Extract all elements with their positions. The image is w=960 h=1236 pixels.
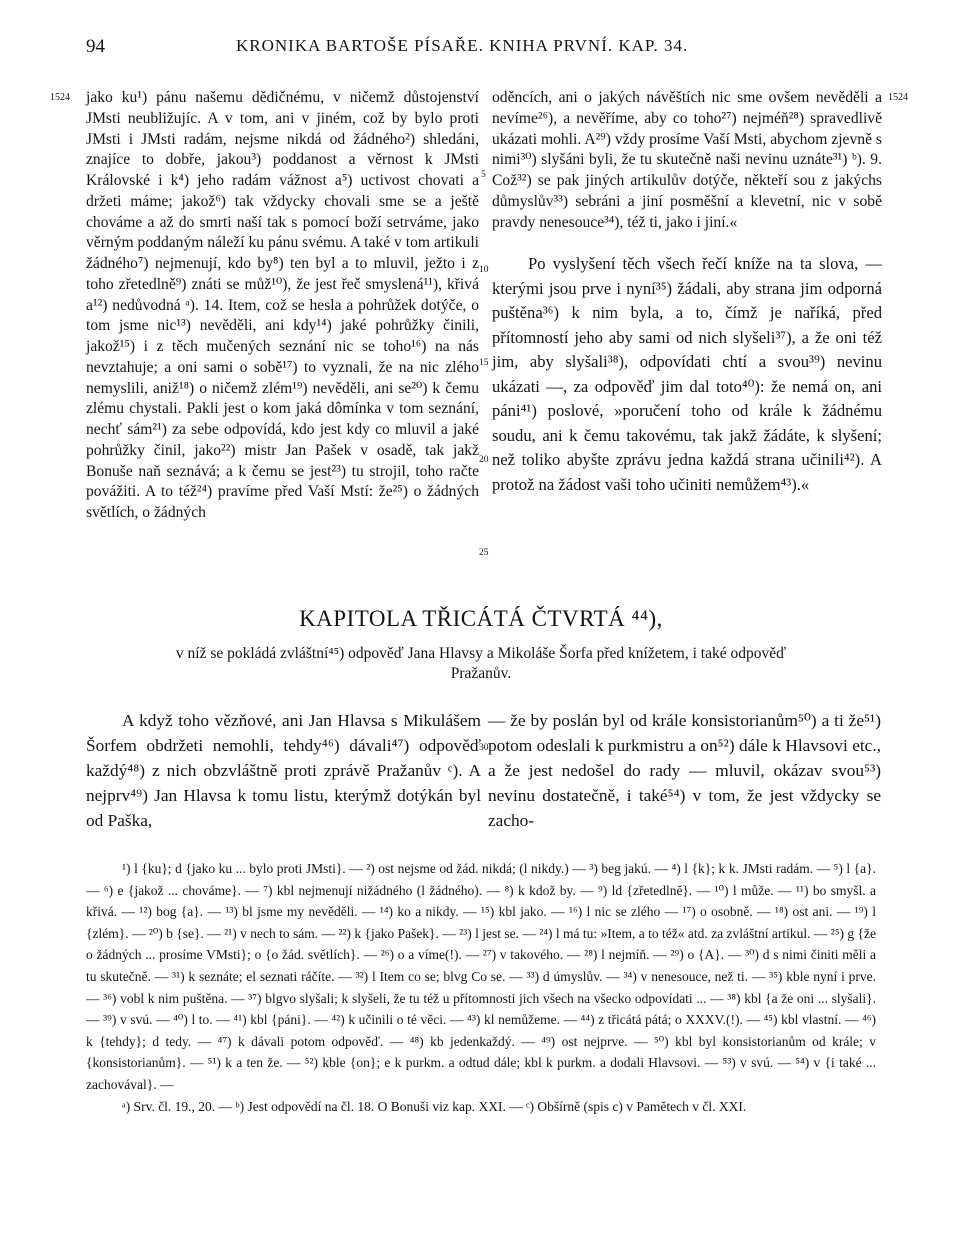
top-right-paragraph-1: oděncích, ani o jakých návěštích nic sme ovšem nevěděli a nevíme²⁶), a nevěříme, aby co toho²⁷) nejméň²⁸) spravedlivě ukázati mohli. A²⁹) vždy prosíme Vaší Msti, abychom zjevně s nimi³⁰) slyšáni byli, že tu skutečně naši nevinu uznáte³¹) ᵇ). 9. Což³²) se pak jiných artikulův dotýče, někteří sou z jakýchs důmyslův³³) sebráni a jiní posměšní a klevetní, nic v sobě pravdy nenesouce³⁴), též ti, jako i jiní.« bbox=[492, 89, 882, 231]
bottom-right-column bbox=[488, 708, 881, 833]
line-number-20: 20 bbox=[479, 455, 489, 465]
top-left-column bbox=[86, 88, 479, 524]
line-number-30: 30 bbox=[479, 743, 489, 753]
line-number-15: 15 bbox=[479, 358, 489, 368]
page-number: 94 bbox=[86, 36, 105, 57]
footnotes-references: ᵃ) Srv. čl. 19., 20. — ᵇ) Jest odpovědí na čl. 18. O Bonuši viz kap. XXI. — ᶜ) Obšírně (spis c) v Pamětech v čl. XXI. bbox=[122, 1098, 747, 1114]
top-right-column bbox=[492, 88, 882, 497]
bottom-left-paragraph: A když toho vězňové, ani Jan Hlavsa s Mikulášem Šorfem obdržeti nemohli, tehdy⁴⁶) dávali⁴⁷) odpověď každý⁴⁸) z nich obzvláštně proti zprávě Pražanův ᶜ). A nejprv⁴⁹) Jan Hlavsa k tomu listu, kterýmž dotýkán byl od Paška, bbox=[86, 711, 481, 830]
margin-year-left: 1524 bbox=[50, 92, 70, 103]
top-left-paragraph: jako ku¹) pánu našemu dědičnému, v ničemž důstojenství JMsti neubližujíc. A v tom, ani v jiném, což by bylo proti JMsti i JMsti radám, nejsme nikdá od žádného²) shledáni, znajíce to dobře, jakou³) poddanost a věrnost k JMsti Královské i k⁴) jeho radám vážnost a⁵) uctivost chovati a držeti máme; jakož⁶) tak vždycky chovali sme se a ještě chováme a až do smrti naší tak s pomocí boží setrváme, jako věrným poddaným náleží ku pánu svému. A také v tom artikuli žádného⁷) nejmenují, kdo by⁸) ten byl a to mluvil, ježto i z toho zřetedlně⁹) znáti se můž¹⁰), že jest řeč smyslená¹¹), křivá a¹²) nedůvodná ᵃ). 14. Item, což se hesla a pohrůžek dotýče, o tom jsme nic¹³) nevěděli, ani kdy¹⁴) jaké pohrůžky činili, jakož¹⁵) i z těch mučených seznání nic se toho¹⁶) na nás nevztahuje; a oni sami o sobě¹⁷) to vyznali, že na nic zlého nemyslili, aniž¹⁸) o ničemž zlém¹⁹) nevěděli, ani se²⁰) k čemu zlému chystali. Pakli jest o kom jaká dômínka v tom seznání, nechť sám²¹) za sebe odpovídá, kdo jest kdy co mluvil a jaké pohrůžky činil, jako²²) mistr Jan Pašek v osadě, tak jakž Bonuše naň seznává; a k čemu se jest²³) tu strojil, toho račte povážiti. A to též²⁴) pravíme před Vaší Mstí: že²⁵) o žádných světlích, o žádných bbox=[86, 89, 479, 521]
line-number-10: 10 bbox=[479, 265, 489, 275]
top-right-paragraph-2: Po vyslyšení těch všech řečí kníže na ta slova, — kterými jsou prve i nyní³⁵) žádali, aby strana jim odporná puštěna³⁶) k nim byla, a to, čímž je naříká, před přítomností jeho aby sami od nich slyšeli³⁷), a že oni též jim, aby slyšali³⁸), odpovídati chtí a svou³⁹) nevinu ukázati —, za odpověď jim dal toto⁴⁰): že nemá on, ani páni⁴¹) poslové, »poručení toho od krále k žádnému soudu, ani k čemu takovému, tak jakž žádáte, k slyšení; než toliko abyšte zprávu jedna každá strana učinili⁴²). A protož na žádost vaši toho učiniti nemůžem⁴³).« bbox=[492, 254, 882, 494]
running-title: KRONIKA BARTOŠE PÍSAŘE. KNIHA PRVNÍ. KAP. 34. bbox=[236, 36, 689, 55]
footnotes-variants: ¹) l {ku}; d {jako ku ... bylo proti JMsti}. — ²) ost nejsme od žád. nikdá; (l nikdy.) — ³) beg jakú. — ⁴) l {k}; k k. JMsti radám. — ⁵) l {a}. — ⁶) e {jakož ... chováme}. — ⁷) kbl nejmenují nižádného (l žádného). — ⁸) k kdož by. — ⁹) ld {zřetedlně}. — ¹⁰) l může. — ¹¹) bo smyšl. a křivá. — ¹²) bog {a}. — ¹³) bl jsme my nevěděli. — ¹⁴) ko a nikdy. — ¹⁵) kbl jako. — ¹⁶) l nic se zlého — ¹⁷) o osobně. — ¹⁸) ost ani. — ¹⁹) l {zlém}. — ²⁰) b {se}. — ²¹) v nech to sám. — ²²) k {jako Pašek}. — ²³) l jest se. — ²⁴) l má tu: »Item, a to též« atd. za zvláštní artikul. — ²⁵) g {že o žádných ... prosíme VMsti}; o {o žád. světlích}. — ²⁶) o a víme(!). — ²⁷) v takového. — ²⁸) l nejmíň. — ²⁹) o {A}. — ³⁰) d s nimi činiti měli a tu skutečně. — ³¹) k seznáte; el seznati ráčíte. — ³²) l Item co se; blvg Co se. — ³³) d úmyslův. — ³⁴) v nenesouce, než ti. — ³⁵) kble nyní i prve. — ³⁶) vobl k nim puštěna. — ³⁷) blgvo slyšali; k slyšeli, že tu též u přítomnosti jich všech na všecko odpovídati ... — ³⁸) kbl {a že oni ... slyšali}. — ³⁹) v svú. — ⁴⁰) l to. — ⁴¹) kbl {páni}. — ⁴²) k učinili o té věci. — ⁴³) kl nemůžeme. — ⁴⁴) z třicátá pátá; o XXXV.(!). — ⁴⁵) kbl vlastní. — ⁴⁶) k {tehdy}; d tedy. — ⁴⁷) k dávali potom odpověď. — ⁴⁸) kb jedenkaždý. — ⁴⁹) ost nejprve. — ⁵⁰) kbl byl konsistorianům od krále; v {konsistorianům}. — ⁵¹) k a ten že. — ⁵²) kble {on}; e k purkm. a odtud dále; kbl k purkm. a dodali Hlavsovi. — ⁵³) v svú. — ⁵⁴) v {i také ... zachovával}. — bbox=[86, 861, 876, 1092]
bottom-left-column bbox=[86, 708, 481, 833]
footnotes bbox=[86, 858, 876, 1117]
chapter-heading bbox=[86, 606, 876, 684]
chapter-subtitle: v níž se pokládá zvláštní⁴⁵) odpověď Jana Hlavsy a Mikoláše Šorfa před knížetem, i také odpověď Pražanův. bbox=[175, 645, 787, 682]
line-number-5: 5 bbox=[481, 170, 486, 180]
margin-year-right: 1524 bbox=[888, 92, 908, 103]
running-header bbox=[86, 36, 876, 60]
chapter-title: KAPITOLA TŘICÁTÁ ČTVRTÁ ⁴⁴), bbox=[299, 606, 663, 631]
line-number-25: 25 bbox=[479, 548, 489, 558]
bottom-right-paragraph: — že by poslán byl od krále konsistorianům⁵⁰) a ti že⁵¹) potom odeslali k purkmistru a on⁵²) dále k Hlavsovi etc., a že jest nedošel do rady — mluvil, okázav svou⁵³) nevinu dostatečně, i také⁵⁴) v tom, že jest vždycky se zacho- bbox=[488, 711, 881, 830]
